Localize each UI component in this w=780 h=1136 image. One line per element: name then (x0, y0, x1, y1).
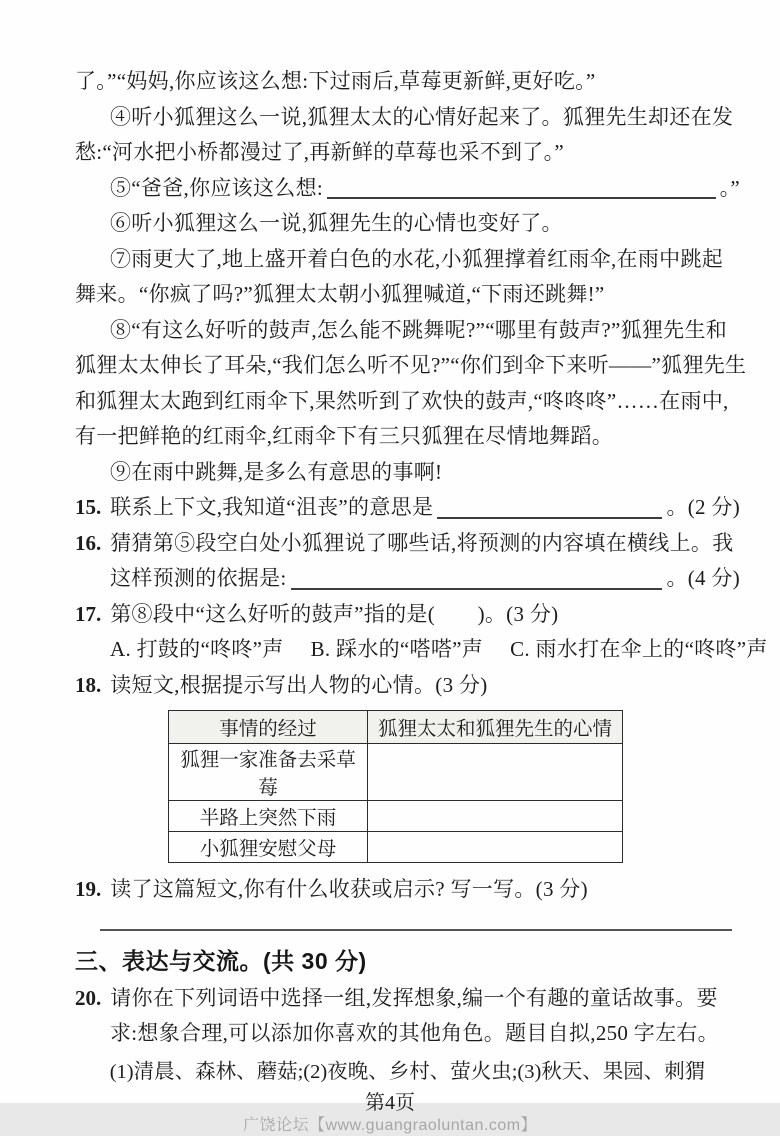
question-15-text: 联系上下文,我知道“沮丧”的意思是 (110, 495, 434, 519)
watermark: 广饶论坛【www.guangraoluntan.com】 (242, 1116, 538, 1134)
answer-cell-1 (368, 744, 623, 801)
event-cell-3: 小狐狸安慰父母 (169, 832, 368, 863)
section-3-title: 三、表达与交流。(共 30 分) (75, 947, 367, 974)
passage-line-7: 舞来。“你疯了吗?”狐狸太太朝小狐狸喊道,“下雨还跳舞!” (75, 282, 605, 306)
question-15 (75, 490, 740, 526)
question-18 (75, 668, 740, 704)
passage-line-5: ⑥听小狐狸这么一说,狐狸先生的心情也变好了。 (110, 211, 563, 235)
option-c: C. 雨水打在伞上的“咚咚”声 (510, 637, 768, 661)
mood-table (168, 710, 623, 863)
table-row (169, 801, 623, 832)
word-group-choices: (1)清晨、森林、蘑菇;(2)夜晚、乡村、萤火虫;(3)秋天、果园、刺猬 (109, 1060, 706, 1083)
passage-line-9: 狐狸太太伸长了耳朵,“我们怎么听不见?”“你们到伞下来听——”狐狸先生 (75, 353, 747, 377)
question-16-text-continued: 这样预测的依据是: (110, 566, 287, 590)
table-header-row (169, 711, 623, 744)
table-row (169, 832, 623, 863)
passage-line-4-text: ⑤“爸爸,你应该这么想: (110, 175, 324, 200)
passage-line-12: ⑨在雨中跳舞,是多么有意思的事啊! (110, 459, 443, 484)
passage-line-10: 和狐狸太太跑到红雨伞下,果然听到了欢快的鼓声,“咚咚咚”……在雨中, (75, 388, 729, 413)
question-19-number: 19. (75, 877, 102, 901)
answer-cell-3 (368, 832, 623, 863)
passage-line-4-end: 。” (719, 175, 740, 200)
option-b: B. 踩水的“嗒嗒”声 (310, 637, 484, 661)
question-19-text: 读了这篇短文,你有什么收获或启示? 写一写。(3 分) (110, 877, 588, 901)
question-15-score: 。(2 分) (666, 495, 740, 519)
event-cell-1: 狐狸一家准备去采草莓 (169, 744, 368, 801)
question-19 (75, 872, 740, 908)
option-a: A. 打鼓的“咚咚”声 (110, 637, 284, 661)
question-18-text: 读短文,根据提示写出人物的心情。(3 分) (110, 672, 488, 697)
question-16-line-1 (75, 526, 740, 562)
passage-line-6: ⑦雨更大了,地上盛开着白色的水花,小狐狸撑着红雨伞,在雨中跳起 (110, 246, 724, 271)
passage-line-2: ④听小狐狸这么一说,狐狸太太的心情好起来了。狐狸先生却还在发 (110, 104, 734, 129)
question-20-number: 20. (75, 985, 102, 1010)
section-3-content (0, 977, 780, 1087)
passage-line-11: 有一把鲜艳的红雨伞,红雨伞下有三只狐狸在尽情地舞蹈。 (75, 424, 614, 448)
question-20-text: 请你在下列词语中选择一组,发挥想象,编一个有趣的童话故事。要 (110, 985, 718, 1010)
table-header-event: 事情的经过 (169, 711, 368, 744)
table-row (169, 744, 623, 801)
table-header-mood: 狐狸太太和狐狸先生的心情 (368, 711, 623, 744)
question-17-options (75, 632, 768, 668)
passage-line-3: 愁:“河水把小桥都漫过了,再新鲜的草莓也采不到了。” (75, 140, 565, 164)
answer-blank-q16 (291, 588, 663, 590)
question-16-number: 16. (75, 530, 102, 555)
question-18-number: 18. (75, 672, 102, 697)
passage-line-4 (75, 171, 740, 207)
passage-line-1: 了。”“妈妈,你应该这么想:下过雨后,草莓更新鲜,更好吃。” (75, 69, 596, 93)
question-20-text-continued: 求:想象合理,可以添加你喜欢的其他角色。题目自拟,250 字左右。 (110, 1021, 719, 1045)
question-16-text: 猜猜第⑤段空白处小狐狸说了哪些话,将预测的内容填在横线上。我 (110, 530, 734, 555)
answer-blank-q15 (437, 517, 662, 519)
section-divider (100, 929, 732, 931)
fill-in-blank-paragraph-5 (327, 197, 716, 199)
event-cell-2: 半路上突然下雨 (169, 801, 368, 832)
question-16-score: 。(4 分) (666, 566, 740, 590)
passage-line-8: ⑧“有这么好听的鼓声,怎么能不跳舞呢?”“哪里有鼓声?”狐狸先生和 (110, 317, 728, 342)
page-number: 第4页 (365, 1091, 415, 1114)
question-20-line-2 (75, 1016, 740, 1052)
question-17-number: 17. (75, 601, 102, 626)
question-16-line-2 (75, 561, 740, 597)
question-17 (75, 597, 740, 633)
question-20-line-1 (75, 981, 740, 1017)
question-17-text: 第⑧段中“这么好听的鼓声”指的是( )。(3 分) (110, 601, 559, 626)
question-15-number: 15. (75, 495, 102, 519)
answer-cell-2 (368, 801, 623, 832)
reading-passage (75, 64, 747, 490)
